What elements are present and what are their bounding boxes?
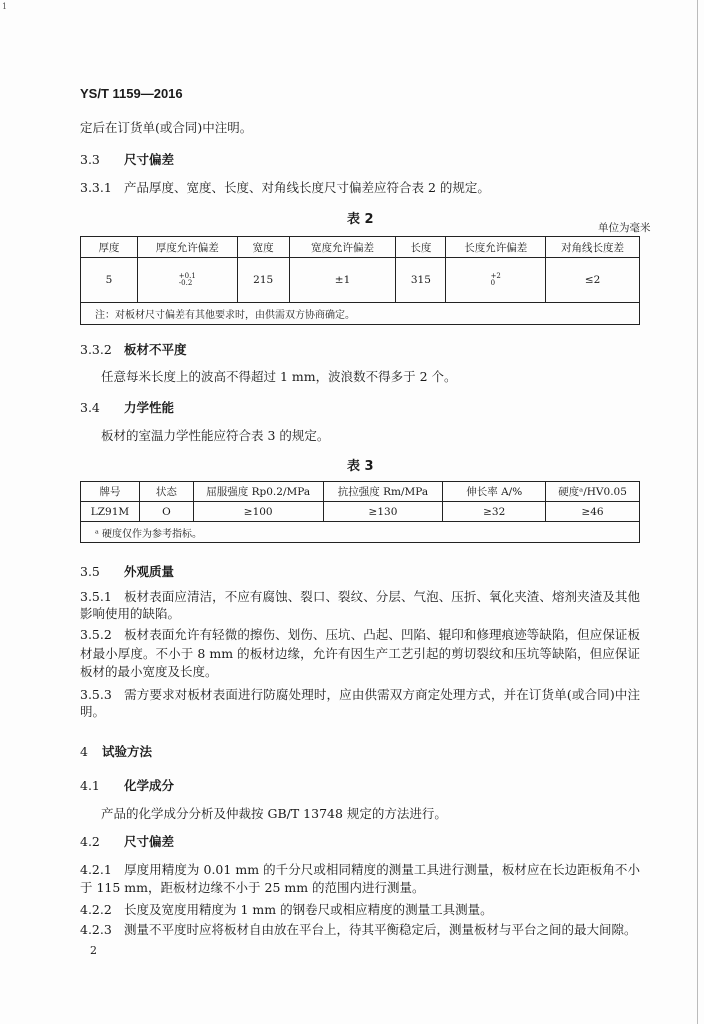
clause-text: 板材表面应清洁，不应有腐蚀、裂口、裂纹、分层、气泡、压折、氧化夹渣、熔剂夹渣及其他影响使用的缺陷。 (80, 589, 640, 621)
section-number: 3.4 (80, 400, 100, 415)
clause-number: 4.2.2 (80, 902, 112, 917)
section-3-3 (80, 150, 174, 168)
clause-3-3-2-text: 任意每米长度上的波高不得超过 1 mm，波浪数不得多于 2 个。 (101, 369, 457, 384)
clause-4-2-1 (80, 861, 640, 897)
section-title: 力学性能 (124, 400, 175, 415)
table3-header: 伸长率 A/% (443, 482, 546, 502)
table2-unit: 单位为毫米 (598, 222, 651, 234)
clause-number: 3.5.1 (80, 589, 112, 604)
table2-header: 宽度 (237, 237, 289, 258)
table3-cell: LZ91M (81, 502, 140, 522)
section-number: 4 (80, 744, 88, 759)
table2-header: 对角线长度差 (546, 237, 640, 258)
table3-header: 状态 (139, 482, 193, 502)
clause-number: 3.5.3 (80, 687, 112, 702)
clause-text: 产品厚度、宽度、长度、对角线长度尺寸偏差应符合表 2 的规定。 (124, 180, 490, 195)
clause-text: 测量不平度时应将板材自由放在平台上，待其平衡稳定后，测量板材与平台之间的最大间隙。 (124, 922, 637, 937)
clause-3-5-2 (80, 626, 640, 682)
table-2 (80, 236, 640, 325)
section-3-5 (80, 562, 174, 580)
table3-header: 屈服强度 Rp0.2/MPa (193, 482, 323, 502)
table2-header: 厚度 (81, 237, 138, 258)
table3-cell: O (139, 502, 193, 522)
table3-header: 牌号 (81, 482, 140, 502)
table2-header: 厚度允许偏差 (137, 237, 237, 258)
table3-note: ᵃ 硬度仅作为参考指标。 (81, 522, 640, 543)
table2-cell-tolerance (137, 258, 237, 303)
table3-caption: 表 3 (347, 459, 374, 474)
clause-3-5-1 (80, 588, 640, 622)
section-number: 4.2 (80, 834, 100, 849)
section-title: 试验方法 (102, 744, 153, 759)
section-4-2 (80, 832, 174, 850)
section-3-4 (80, 398, 174, 416)
clause-3-3-1 (80, 180, 490, 196)
section-4-1 (80, 776, 174, 794)
page-number: 2 (90, 944, 97, 957)
table3-header-row (81, 482, 640, 502)
clause-number: 3.5.2 (80, 627, 112, 642)
clause-number: 4.2.1 (80, 862, 112, 877)
clause-number: 4.2.3 (80, 922, 112, 937)
scan-edge-line (697, 0, 698, 1024)
table2-cell: 215 (237, 258, 289, 303)
tolerance-upper: +0.1 (178, 272, 196, 280)
clause-number: 3.3.2 (80, 342, 112, 357)
clause-title: 板材不平度 (124, 342, 187, 357)
clause-text: 厚度用精度为 0.01 mm 的千分尺或相同精度的测量工具进行测量，板材应在长边距板角不小于 115 mm，距板材边缘不小于 25 mm 的范围内进行测量。 (80, 862, 640, 895)
table2-data-row (81, 258, 640, 303)
table2-caption: 表 2 (347, 212, 374, 227)
table2-cell: 5 (81, 258, 138, 303)
table2-cell: ≤2 (546, 258, 640, 303)
table3-header: 抗拉强度 Rm/MPa (323, 482, 443, 502)
section-number: 4.1 (80, 778, 100, 793)
table3-cell: ≥100 (193, 502, 323, 522)
table3-cell: ≥32 (443, 502, 546, 522)
tolerance-lower: 0 (490, 279, 496, 287)
table2-header-row (81, 237, 640, 258)
section-number: 3.5 (80, 564, 100, 579)
tolerance-upper: +2 (490, 272, 501, 280)
table2-cell-tolerance (446, 258, 546, 303)
intro-line: 定后在订货单(或合同)中注明。 (80, 120, 253, 135)
table3-cell: ≥130 (323, 502, 443, 522)
table2-cell: 315 (396, 258, 446, 303)
table2-cell: ±1 (289, 258, 396, 303)
table3-cell: ≥46 (546, 502, 640, 522)
section-title: 外观质量 (124, 564, 175, 579)
standard-header: YS/T 1159—2016 (80, 86, 183, 101)
table3-note-row (81, 522, 640, 543)
section-4-1-text: 产品的化学成分分析及仲裁按 GB/T 13748 规定的方法进行。 (101, 806, 447, 821)
table2-note: 注：对板材尺寸偏差有其他要求时，由供需双方协商确定。 (81, 303, 640, 325)
clause-3-3-2 (80, 340, 187, 358)
clause-text: 需方要求对板材表面进行防腐处理时，应由供需双方商定处理方式，并在订货单(或合同)中注明。 (80, 687, 640, 719)
table2-note-row (81, 303, 640, 325)
section-title: 尺寸偏差 (124, 834, 175, 849)
clause-4-2-3 (80, 922, 637, 938)
clause-text: 长度及宽度用精度为 1 mm 的钢卷尺或相应精度的测量工具测量。 (124, 902, 493, 917)
section-3-4-text: 板材的室温力学性能应符合表 3 的规定。 (101, 428, 330, 443)
table3-data-row (81, 502, 640, 522)
corner-mark: 1 (2, 2, 8, 11)
tolerance-lower: -0.2 (178, 279, 193, 287)
table-3 (80, 481, 640, 543)
section-title: 尺寸偏差 (124, 152, 175, 167)
section-4 (80, 742, 152, 760)
table2-header: 长度允许偏差 (446, 237, 546, 258)
table3-header: 硬度ᵃ/HV0.05 (546, 482, 640, 502)
table2-header: 长度 (396, 237, 446, 258)
clause-text: 板材表面允许有轻微的擦伤、划伤、压坑、凸起、凹陷、辊印和修理痕迹等缺陷，但应保证板材最小厚度。不小于 8 mm 的板材边缘，允许有因生产工艺引起的剪切裂纹和压坑等缺陷，但应保证板材的最小宽度及长度。 (80, 627, 640, 679)
clause-3-5-3 (80, 686, 640, 720)
clause-number: 3.3.1 (80, 180, 112, 195)
section-title: 化学成分 (124, 778, 175, 793)
clause-4-2-2 (80, 902, 493, 918)
section-number: 3.3 (80, 152, 100, 167)
table2-header: 宽度允许偏差 (289, 237, 396, 258)
